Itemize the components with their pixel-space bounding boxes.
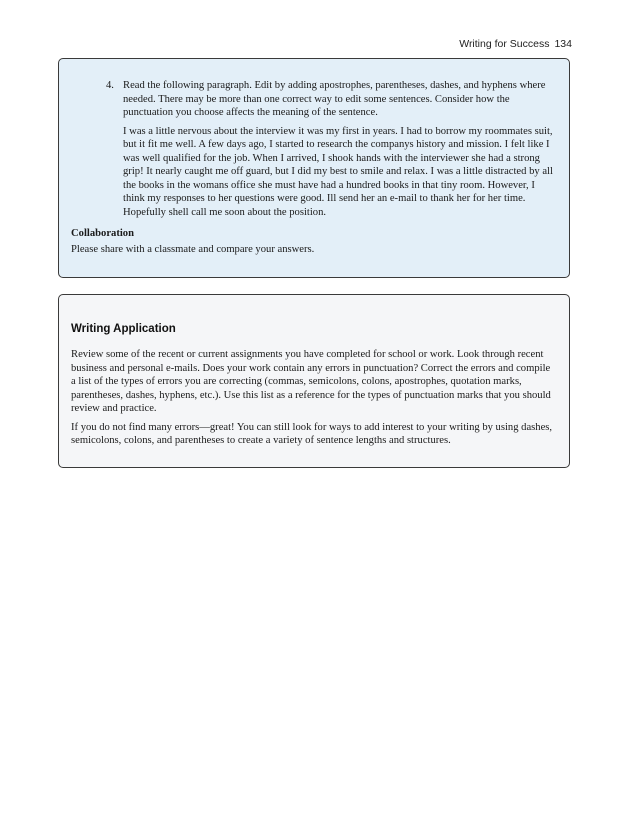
writing-application-paragraph-1: Review some of the recent or current assignments you have completed for school or work. Look through recent business and personal e-mails. Does your work contain any errors in punctuation? Correct the errors and compile a list of the types of errors you are correcting (commas, semicolons, colons, apostrophes, quotation marks, parentheses, dashes, hyphens, etc.). Use this list as a reference for the types of punctuation marks that you should review and practice. (71, 349, 551, 414)
exercise-paragraph: I was a little nervous about the interview it was my first in years. I had to borrow my roommates suit, but it fit me well. A few days ago, I started to research the companys history and mission. I felt like I was well qualified for the job. When I arrived, I shook hands with the interviewer she had a strong grip! It nearly caught me off guard, but I did my best to smile and relax. I was a little distracted by all the books in the womans office she must have had a hundred books in that tiny room. However, I think my responses to her questions were good. Ill send her an e-mail to thank her for her time. Hopefully shell call me soon about the position. (123, 125, 553, 218)
writing-application-title: Writing Application (71, 323, 176, 335)
exercise-item (106, 79, 557, 224)
exercise-number: 4. (106, 80, 114, 91)
running-header (459, 38, 572, 50)
collaboration-heading: Collaboration (71, 228, 134, 239)
writing-application-paragraph-2: If you do not find many errors—great! You can still look for ways to add interest to your writing by using dashes, semicolons, colons, and parentheses to create a variety of sentence lengths and structures. (71, 421, 553, 446)
running-title: Writing for Success (459, 38, 550, 50)
exercise-box (58, 58, 570, 278)
writing-application-box (58, 294, 570, 468)
exercise-instruction: Read the following paragraph. Edit by adding apostrophes, parentheses, dashes, and hyphens where needed. There may be more than one correct way to edit some sentences. Consider how the punctuation you choose affects the meaning of the sentence. (123, 80, 546, 118)
page-number: 134 (554, 38, 572, 50)
collaboration-text: Please share with a classmate and compare your answers. (71, 244, 315, 255)
